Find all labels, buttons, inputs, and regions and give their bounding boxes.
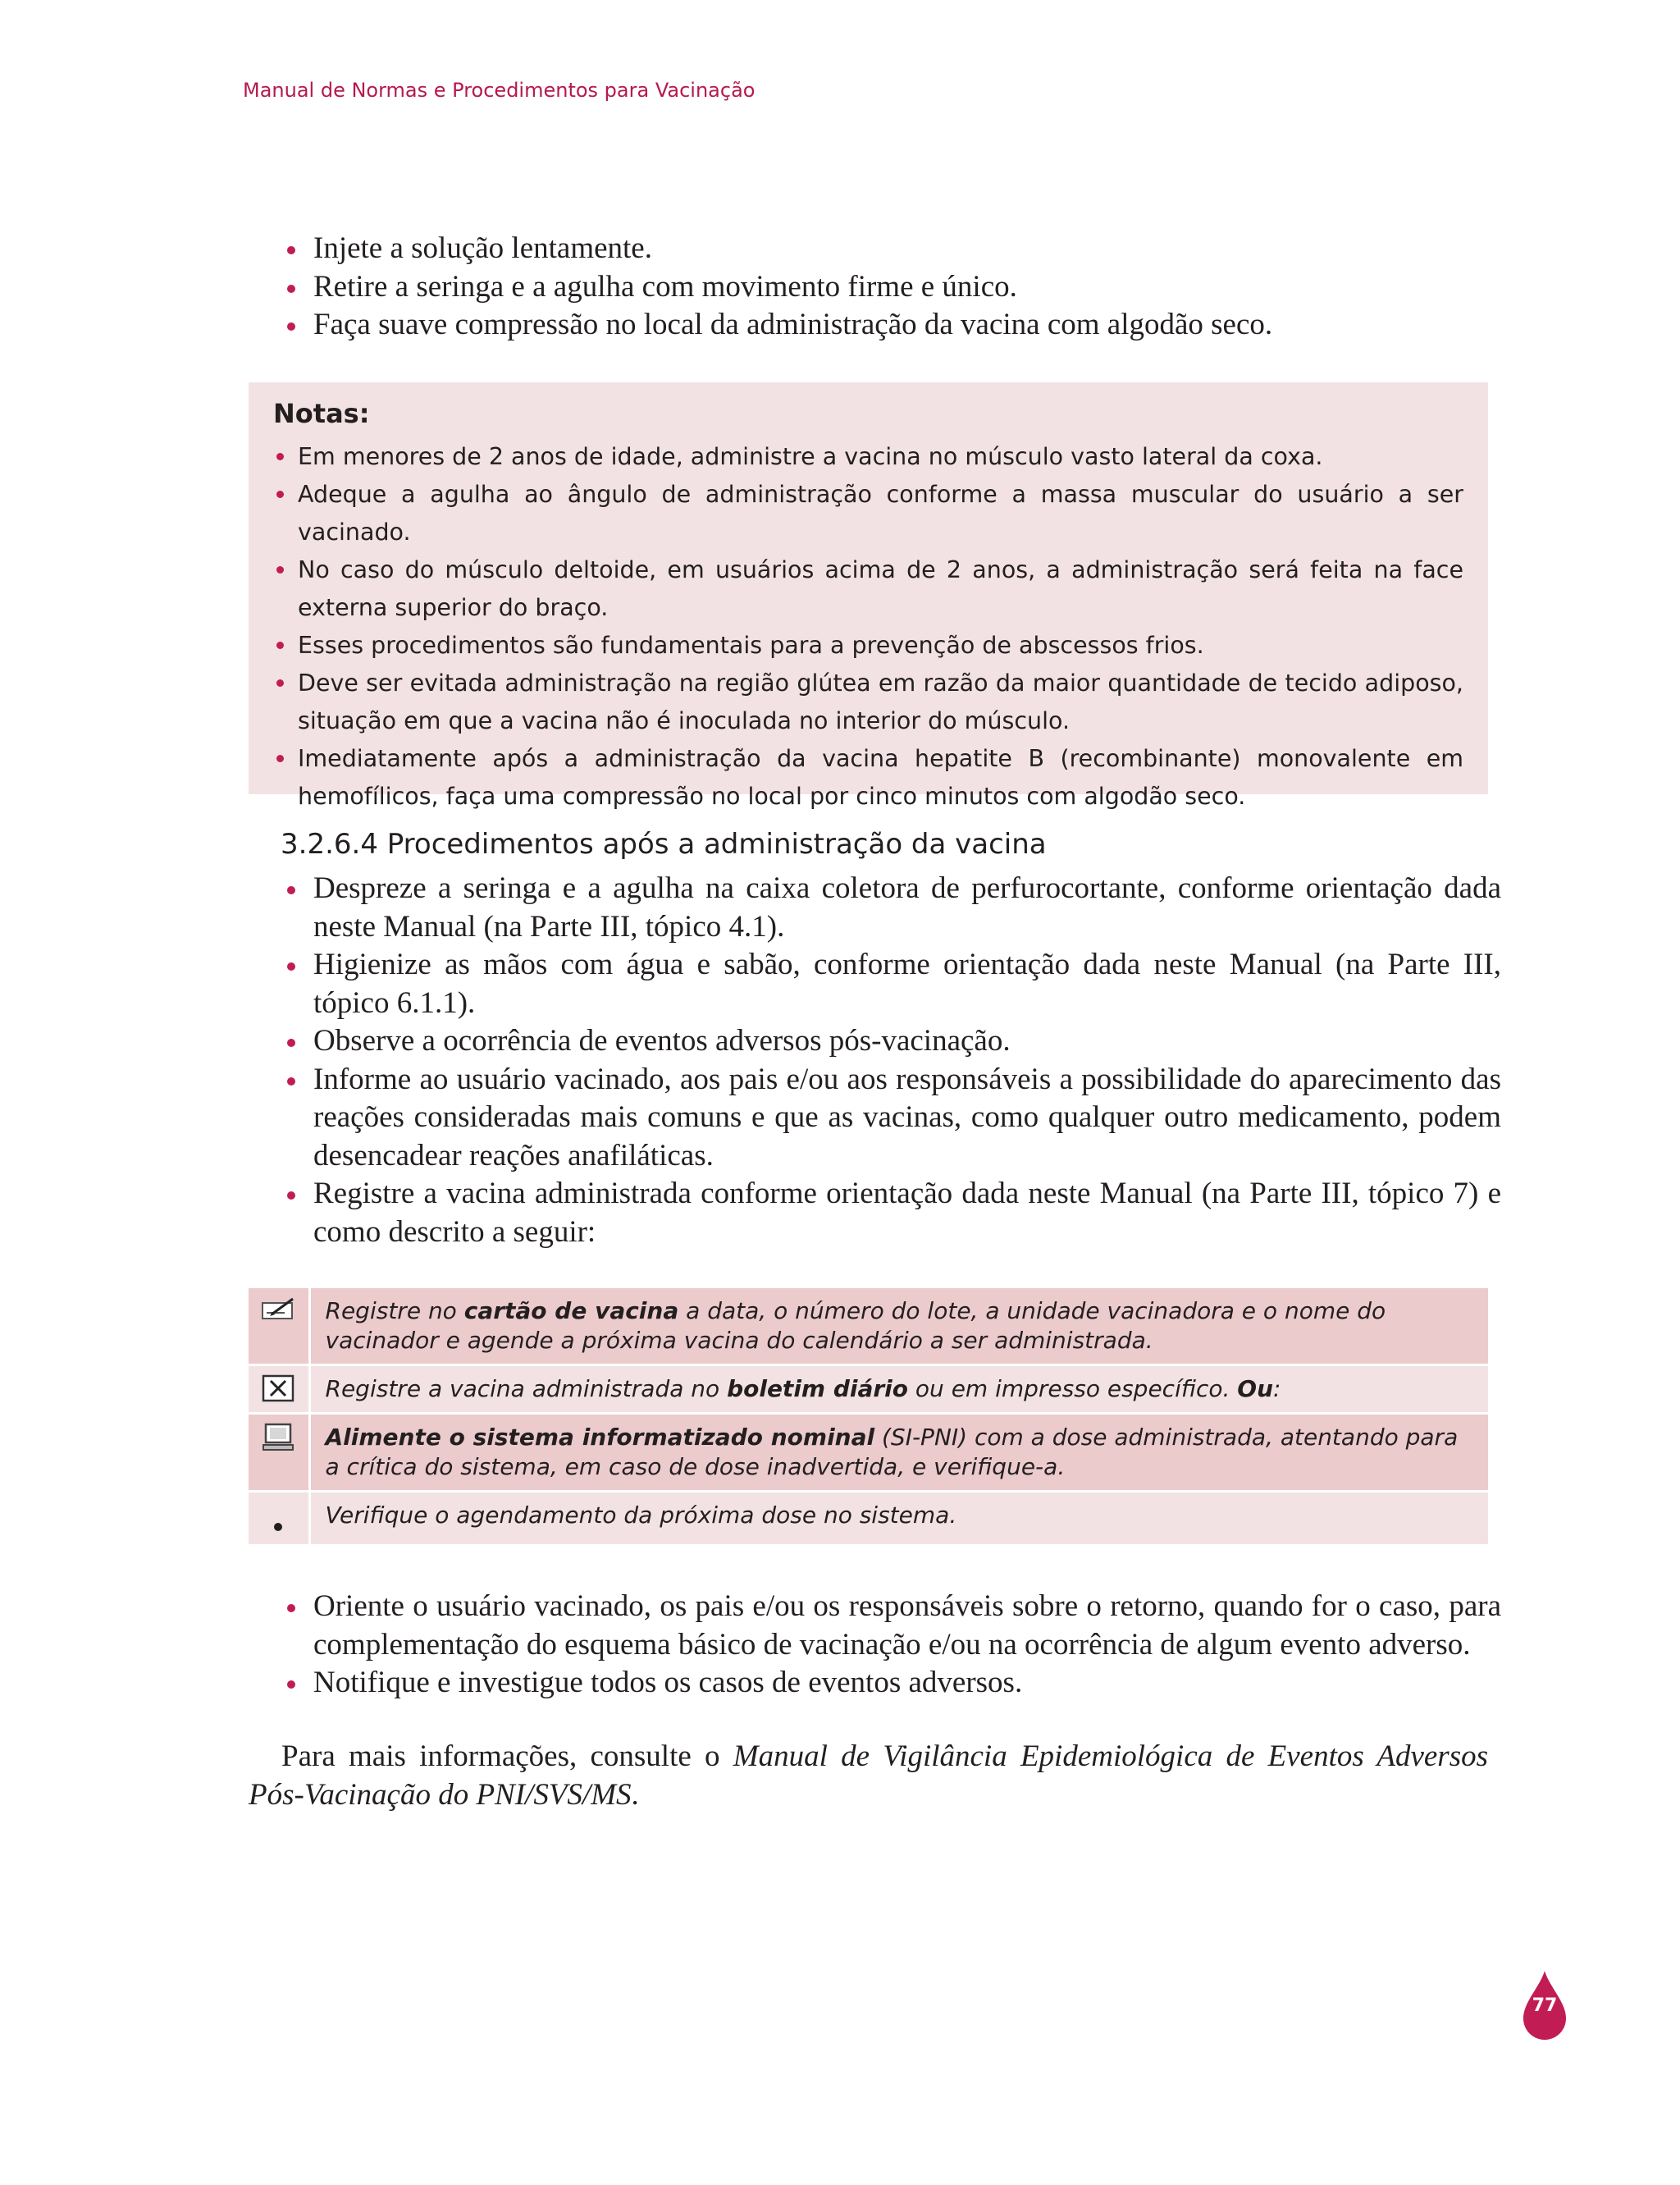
procedure-bullets-top xyxy=(279,230,1501,345)
daily-bulletin-text: Registre a vacina administrada no boletim diário ou em impresso específico. Ou: xyxy=(309,1365,1488,1414)
note-item: Adeque a agulha ao ângulo de administração conforme a massa muscular do usuário a ser vacinado. xyxy=(273,476,1463,551)
follow-up-bullets xyxy=(279,1588,1501,1703)
list-item: Observe a ocorrência de eventos adversos pós-vacinação. xyxy=(279,1022,1501,1061)
list-item: Despreze a seringa e a agulha na caixa coletora de perfurocortante, conforme orientação dada neste Manual (na Parte III, tópico 4.1). xyxy=(279,870,1501,946)
table-row xyxy=(249,1288,1488,1365)
pen-writing-icon xyxy=(260,1296,296,1321)
note-item: No caso do músculo deltoide, em usuários acima de 2 anos, a administração será feita na face externa superior do braço. xyxy=(273,551,1463,627)
note-item: Deve ser evitada administração na região glútea em razão da maior quantidade de tecido adiposo, situação em que a vacina não é inoculada no interior do músculo. xyxy=(273,665,1463,740)
register-card-text: Registre no cartão de vacina a data, o número do lote, a unidade vacinadora e o nome do vacinador e agende a próxima vacina do calendário a ser administrada. xyxy=(309,1288,1488,1365)
notes-box xyxy=(249,382,1488,810)
table-row xyxy=(249,1365,1488,1414)
list-item: Oriente o usuário vacinado, os pais e/ou os responsáveis sobre o retorno, quando for o caso, para complementação do esquema básico de vacinação e/ou na ocorrência de algum evento adverso. xyxy=(279,1588,1501,1664)
section-heading: 3.2.6.4 Procedimentos após a administração da vacina xyxy=(281,828,1047,861)
list-item: Injete a solução lentamente. xyxy=(279,230,1501,268)
computer-icon xyxy=(262,1423,294,1452)
note-item: Esses procedimentos são fundamentais para a prevenção de abscessos frios. xyxy=(273,627,1463,665)
verify-schedule-text: Verifique o agendamento da próxima dose no sistema. xyxy=(309,1492,1488,1546)
registration-table xyxy=(249,1288,1488,1547)
system-entry-text: Alimente o sistema informatizado nominal (SI-PNI) com a dose administrada, atentando para a crítica do sistema, em caso de dose inadvertida, e verifique-a. xyxy=(309,1414,1488,1492)
list-item: Faça suave compressão no local da administração da vacina com algodão seco. xyxy=(279,306,1501,345)
notes-list xyxy=(273,438,1463,816)
list-item: Notifique e investigue todos os casos de eventos adversos. xyxy=(279,1664,1501,1703)
note-item: Imediatamente após a administração da vacina hepatite B (recombinante) monovalente em hemofílicos, faça uma compressão no local por cinco minutos com algodão seco. xyxy=(273,740,1463,816)
note-item: Em menores de 2 anos de idade, administre a vacina no músculo vasto lateral da coxa. xyxy=(273,438,1463,476)
table-row xyxy=(249,1492,1488,1546)
checkbox-x-icon xyxy=(262,1374,294,1402)
running-header: Manual de Normas e Procedimentos para Vacinação xyxy=(243,79,756,102)
bullet-icon xyxy=(270,1501,286,1537)
list-item: Registre a vacina administrada conforme orientação dada neste Manual (na Parte III, tópico 7) e como descrito a seguir: xyxy=(279,1175,1501,1251)
list-item: Retire a seringa e a agulha com movimento firme e único. xyxy=(279,268,1501,307)
notes-title: Notas: xyxy=(273,398,370,429)
page-number: 77 xyxy=(1532,1995,1558,2016)
list-item: Informe ao usuário vacinado, aos pais e/ou aos responsáveis a possibilidade do aparecimento das reações consideradas mais comuns e que as vacinas, como qualquer outro medicamento, podem desencadear reações anafiláticas. xyxy=(279,1061,1501,1176)
closing-paragraph: Para mais informações, consulte o Manual de Vigilância Epidemiológica de Eventos Adversos Pós-Vacinação do PNI/SVS/MS. xyxy=(249,1739,1489,1812)
table-row xyxy=(249,1414,1488,1492)
after-administration-bullets xyxy=(279,870,1501,1251)
list-item: Higienize as mãos com água e sabão, conforme orientação dada neste Manual (na Parte III, tópico 6.1.1). xyxy=(279,946,1501,1022)
